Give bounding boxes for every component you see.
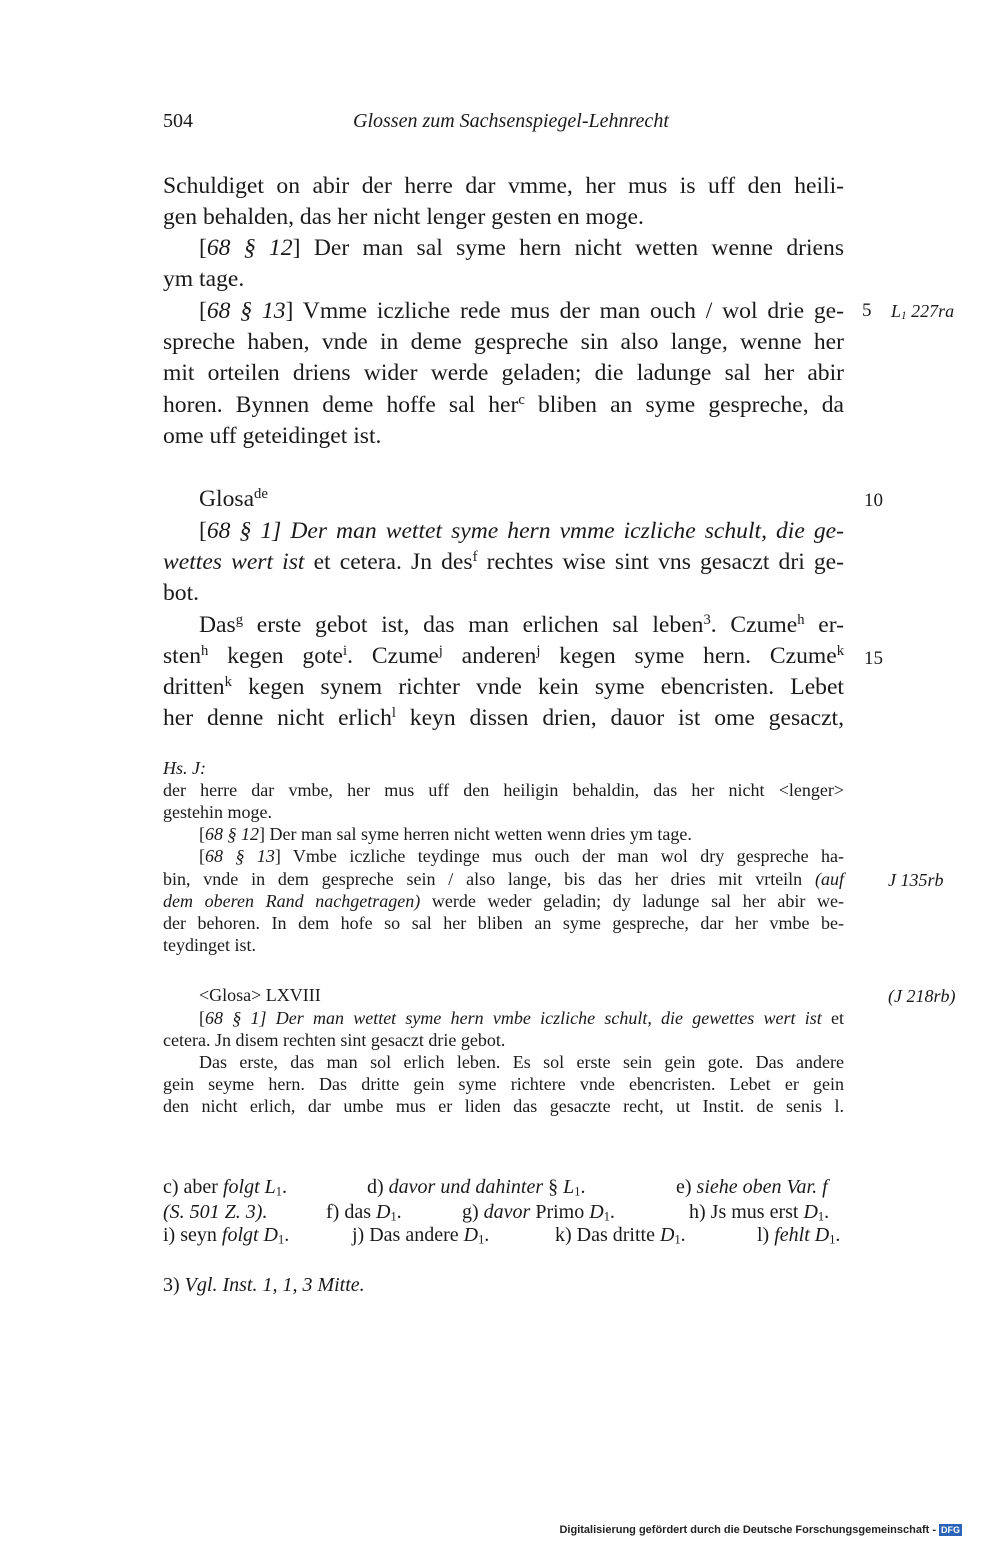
- margin-reference: $L_1$ 227ra: [891, 301, 955, 323]
- glosa-heading: Glosa$^{de}$: [199, 485, 268, 512]
- main-line: Schuldiget on abir der herre dar vmme, her mus is uff den heili-: [163, 173, 844, 199]
- main-line: bot.: [163, 580, 200, 606]
- main-line: dritten$^k$ kegen synem richter vnde kein syme ebencristen. Lebet: [163, 673, 844, 700]
- small-line: [68 § 12] Der man sal syme herren nicht wetten wenn dries ym tage.: [199, 824, 692, 844]
- main-line: horen. Bynnen deme hoffe sal her$^c$ bliben an syme gespreche, da: [163, 391, 844, 418]
- main-line: spreche haben, vnde in deme gespreche sin also lange, wenne her: [163, 329, 844, 355]
- footnote-3: 3) Vgl. Inst. 1, 1, 3 Mitte.: [163, 1274, 365, 1296]
- running-title: Glossen zum Sachsenspiegel-Lehnrecht: [353, 110, 669, 132]
- main-line: ym tage.: [163, 266, 245, 292]
- footnote-i: i) seyn folgt $D_1$.: [163, 1224, 290, 1247]
- line-number: 15: [864, 648, 883, 669]
- small-line: [68 § 13] Vmbe iczliche teydinge mus ouch der man wol dry gespreche ha-: [199, 846, 844, 866]
- main-line: mit orteilen driens wider werde geladen; die ladunge sal her abir: [163, 360, 844, 386]
- main-line: [68 § 13] Vmme iczliche rede mus der man ouch / wol drie ge-: [199, 298, 844, 324]
- main-line: wettes wert ist et cetera. Jn des$^f$ rechtes wise sint vns gesaczt dri ge-: [163, 548, 844, 575]
- page-number: 504: [163, 110, 193, 132]
- main-line: ome uff geteidinget ist.: [163, 423, 382, 449]
- footnote-l: l) fehlt $D_1$.: [757, 1224, 841, 1247]
- line-number: 10: [864, 490, 883, 511]
- footnote-d: d) davor und dahinter § $L_1$.: [367, 1176, 586, 1199]
- small-line: [68 § 1] Der man wettet syme hern vmbe iczliche schult, die gewettes wert ist et: [199, 1008, 844, 1028]
- manuscript-label: Hs. J:: [163, 758, 206, 778]
- glosa-heading-small: <Glosa> LXVIII: [199, 985, 321, 1005]
- small-line: cetera. Jn disem rechten sint gesaczt drie gebot.: [163, 1030, 506, 1050]
- small-line: der herre dar vmbe, her mus uff den heiligin behaldin, das her nicht <lenger>: [163, 780, 844, 800]
- main-line: Das$^g$ erste gebot ist, das man erlichen sal leben$^3$. Czume$^h$ er-: [199, 611, 844, 638]
- small-line: Das erste, das man sol erlich leben. Es sol erste sein gein gote. Das andere: [199, 1052, 844, 1072]
- main-line: [68 § 12] Der man sal syme hern nicht wetten wenne driens: [199, 235, 845, 261]
- main-line: her denne nicht erlich$^l$ keyn dissen drien, dauor ist ome gesaczt,: [163, 704, 845, 731]
- small-line: der behoren. In dem hofe so sal her bliben an syme gespreche, dar her vmbe be-: [163, 913, 844, 933]
- footnote-k: k) Das dritte $D_1$.: [555, 1224, 686, 1247]
- small-line: bin, vnde in dem gespreche sein / also lange, bis das her dries mit vrteiln (auf: [163, 869, 844, 889]
- footnote-e-cont: (S. 501 Z. 3).: [163, 1201, 268, 1223]
- footnote-c: c) aber folgt $L_1$.: [163, 1176, 287, 1199]
- footnote-e: e) siehe oben Var. f: [676, 1176, 828, 1198]
- small-line: gestehin moge.: [163, 802, 272, 822]
- main-line: sten$^h$ kegen gote$^i$. Czume$^j$ anderen$^j$ kegen syme hern. Czume$^k$: [163, 642, 844, 669]
- small-line: den nicht erlich, dar umbe mus er liden das gesaczte recht, ut Instit. de senis l.: [163, 1096, 844, 1116]
- footnote-g: g) davor Primo $D_1$.: [462, 1201, 615, 1224]
- footnote-j: j) Das andere $D_1$.: [352, 1224, 490, 1247]
- margin-reference: (J 218rb): [888, 986, 956, 1006]
- dfg-logo: DFG: [941, 1525, 960, 1535]
- line-number: 5: [862, 300, 872, 321]
- footnote-f: f) das $D_1$.: [326, 1201, 402, 1224]
- margin-reference: J 135rb: [888, 870, 944, 890]
- small-line: teydinget ist.: [163, 935, 256, 955]
- small-line: dem oberen Rand nachgetragen) werde weder geladin; dy ladunge sal her abir we-: [163, 891, 844, 911]
- funding-credit: Digitalisierung gefördert durch die Deutsche Forschungsgemeinschaft - DFG: [559, 1524, 960, 1536]
- main-line: gen behalden, das her nicht lenger gesten en moge.: [163, 204, 644, 230]
- footnote-h: h) Js mus erst $D_1$.: [689, 1201, 830, 1224]
- small-line: gein seyme hern. Das dritte gein syme richtere vnde ebencristen. Lebet er gein: [163, 1074, 844, 1094]
- main-line: [68 § 1] Der man wettet syme hern vmme iczliche schult, die ge-: [199, 518, 844, 544]
